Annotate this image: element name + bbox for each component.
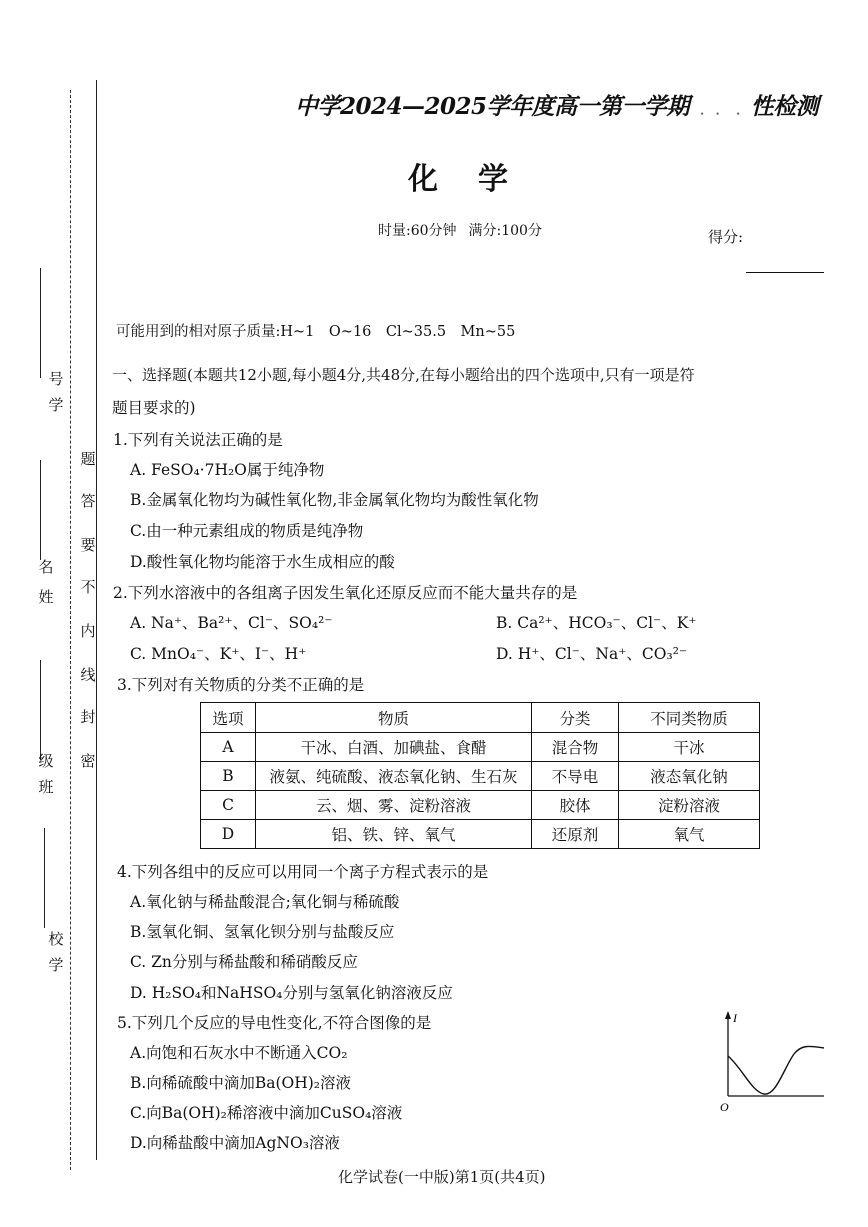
conductivity-graph (712, 1008, 832, 1113)
seal-char-mi: 密 (80, 752, 96, 770)
graph-origin-label: O (720, 1100, 729, 1113)
table-cell: C (201, 791, 256, 820)
section-title-line1: 一、选择题(本题共12小题,每小题4分,共48分,在每小题给出的四个选项中,只有一项是符 (112, 366, 695, 384)
question-5-stem: 5.下列几个反应的导电性变化,不符合图像的是 (117, 1014, 432, 1032)
table-cell: 混合物 (532, 733, 619, 762)
seal-char-feng: 封 (80, 708, 96, 726)
time-limit: 时量:60分钟 (378, 223, 457, 239)
question-5-option-a: A.向饱和石灰水中不断通入CO₂ (130, 1044, 348, 1062)
question-4-option-c: C. Zn分别与稀盐酸和稀硝酸反应 (130, 953, 358, 971)
table-header-cell: 物质 (256, 703, 532, 733)
page-footer: 化学试卷(一中版)第1页(共4页) (338, 1168, 546, 1186)
margin-label-xing: 姓 (38, 588, 54, 606)
table-row (201, 820, 760, 849)
subject-title: 化学 (408, 162, 548, 197)
table-cell: 还原剂 (532, 820, 619, 849)
question-2-option-b: B. Ca²⁺、HCO₃⁻、Cl⁻、K⁺ (496, 614, 697, 632)
table-cell: 胶体 (532, 791, 619, 820)
question-4-stem: 4.下列各组中的反应可以用同一个离子方程式表示的是 (117, 863, 489, 881)
table-cell: B (201, 762, 256, 791)
question-2-option-c: C. MnO₄⁻、K⁺、I⁻、H⁺ (130, 645, 307, 663)
exam-title-tail: 性检测 (750, 93, 819, 120)
exam-info (378, 220, 542, 240)
question-5-option-c: C.向Ba(OH)₂稀溶液中滴加CuSO₄溶液 (130, 1104, 403, 1122)
question-1-option-d: D.酸性氧化物均能溶于水生成相应的酸 (130, 553, 395, 571)
seal-char-bu: 不 (80, 578, 96, 596)
table-cell: 铝、铁、锌、氧气 (256, 820, 532, 849)
school-underline (44, 828, 45, 928)
table-cell: A (201, 733, 256, 762)
table-cell: 干冰 (619, 733, 760, 762)
margin-label-ji: 级 (38, 752, 54, 770)
table-cell: 干冰、白酒、加碘盐、食醋 (256, 733, 532, 762)
graph-y-label: I (733, 1011, 737, 1025)
student-id-underline (40, 268, 41, 378)
table-row (201, 791, 760, 820)
question-5-option-b: B.向稀硫酸中滴加Ba(OH)₂溶液 (130, 1074, 351, 1092)
table-cell: 不导电 (532, 762, 619, 791)
margin-label-ming: 名 (38, 558, 54, 576)
exam-title: 中学2024—2025学年度高一第一学期 ﹒﹒ ﹒ 性检测 (295, 93, 819, 120)
table-cell: 液态氧化钠 (619, 762, 760, 791)
section-title-line2: 题目要求的) (112, 399, 196, 417)
table-header-row (201, 703, 760, 733)
question-5-option-d: D.向稀盐酸中滴加AgNO₃溶液 (130, 1134, 340, 1152)
table-cell: 液氨、纯硫酸、液态氧化钠、生石灰 (256, 762, 532, 791)
score-blank (746, 272, 824, 273)
question-2-stem: 2.下列水溶液中的各组离子因发生氧化还原反应而不能大量共存的是 (113, 584, 578, 602)
table-row (201, 762, 760, 791)
margin-label-xiao: 校 (48, 930, 64, 948)
table-cell: 云、烟、雾、淀粉溶液 (256, 791, 532, 820)
seal-char-nei: 内 (80, 622, 96, 640)
classification-table (200, 702, 760, 849)
name-underline (40, 460, 41, 560)
question-1-option-b: B.金属氧化物均为碱性氧化物,非金属氧化物均为酸性氧化物 (130, 491, 539, 509)
question-3-stem: 3.下列对有关物质的分类不正确的是 (117, 676, 365, 694)
question-1-stem: 1.下列有关说法正确的是 (113, 431, 283, 449)
table-cell: 淀粉溶液 (619, 791, 760, 820)
table-header-cell: 选项 (201, 703, 256, 733)
graph-curve (728, 1046, 824, 1094)
class-underline (40, 660, 41, 760)
margin-solid-line (96, 80, 97, 1160)
graph-y-arrow (725, 1011, 731, 1019)
seal-char-yao: 要 (80, 536, 96, 554)
seal-char-ti: 题 (80, 450, 96, 468)
margin-label-hao: 号 (48, 370, 64, 388)
margin-label-xue2: 学 (48, 956, 64, 974)
margin-label-xue: 学 (48, 396, 64, 414)
score-label: 得分: (708, 228, 744, 246)
question-1-option-c: C.由一种元素组成的物质是纯净物 (130, 522, 364, 540)
table-row (201, 733, 760, 762)
question-4-option-d: D. H₂SO₄和NaHSO₄分别与氢氧化钠溶液反应 (130, 984, 453, 1002)
table-header-cell: 不同类物质 (619, 703, 760, 733)
margin-dashed-line (70, 90, 71, 1170)
exam-title-main: 中学2024—2025学年度高一第一学期 (295, 93, 690, 120)
atomic-mass-note: 可能用到的相对原子质量:H~1 O~16 Cl~35.5 Mn~55 (116, 324, 516, 340)
margin-label-ban: 班 (38, 778, 54, 796)
seal-char-da: 答 (80, 492, 96, 510)
question-2-option-d: D. H⁺、Cl⁻、Na⁺、CO₃²⁻ (496, 645, 688, 663)
table-cell: D (201, 820, 256, 849)
question-2-option-a: A. Na⁺、Ba²⁺、Cl⁻、SO₄²⁻ (130, 614, 333, 632)
full-score: 满分:100分 (468, 223, 542, 239)
question-4-option-b: B.氢氧化铜、氢氧化钡分别与盐酸反应 (130, 923, 395, 941)
question-1-option-a: A. FeSO₄·7H₂O属于纯净物 (130, 461, 325, 479)
seal-char-xian: 线 (80, 666, 96, 684)
table-header-cell: 分类 (532, 703, 619, 733)
table-cell: 氧气 (619, 820, 760, 849)
question-4-option-a: A.氧化钠与稀盐酸混合;氧化铜与稀硫酸 (130, 893, 400, 911)
